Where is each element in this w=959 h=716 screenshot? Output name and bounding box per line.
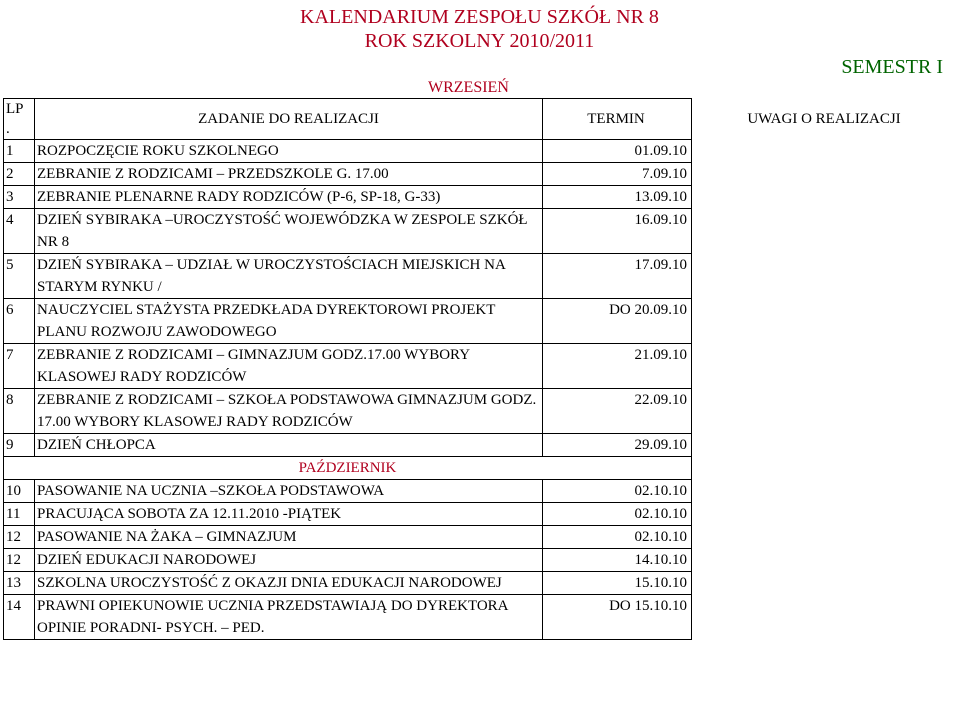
row-number: 9 bbox=[4, 434, 35, 457]
row-notes bbox=[692, 526, 957, 549]
row-notes bbox=[692, 299, 957, 344]
row-term: 22.09.10 bbox=[543, 389, 692, 434]
row-notes bbox=[692, 572, 957, 595]
row-term: 16.09.10 bbox=[543, 209, 692, 254]
september-rows bbox=[4, 140, 957, 457]
table-row bbox=[4, 503, 957, 526]
row-number: 7 bbox=[4, 344, 35, 389]
row-task: ZEBRANIE Z RODZICAMI – GIMNAZJUM GODZ.17.00 WYBORY KLASOWEJ RADY RODZICÓW bbox=[35, 344, 543, 389]
column-header-lp: LP . bbox=[4, 99, 35, 140]
row-task: PASOWANIE NA UCZNIA –SZKOŁA PODSTAWOWA bbox=[35, 480, 543, 503]
row-term: DO 15.10.10 bbox=[543, 595, 692, 640]
row-number: 6 bbox=[4, 299, 35, 344]
table-row bbox=[4, 480, 957, 503]
table-row bbox=[4, 526, 957, 549]
table-row bbox=[4, 389, 957, 434]
row-term: 29.09.10 bbox=[543, 434, 692, 457]
row-task: DZIEŃ CHŁOPCA bbox=[35, 434, 543, 457]
row-task: DZIEŃ SYBIRAKA –UROCZYSTOŚĆ WOJEWÓDZKA W ZESPOLE SZKÓŁ NR 8 bbox=[35, 209, 543, 254]
row-notes bbox=[692, 389, 957, 434]
column-header-notes: UWAGI O REALIZACJI bbox=[692, 99, 957, 140]
row-term: 02.10.10 bbox=[543, 526, 692, 549]
table-row bbox=[4, 549, 957, 572]
row-number: 3 bbox=[4, 186, 35, 209]
row-number: 14 bbox=[4, 595, 35, 640]
column-header-term: TERMIN bbox=[543, 99, 692, 140]
calendar-table bbox=[3, 98, 956, 640]
row-term: 01.09.10 bbox=[543, 140, 692, 163]
row-term: 15.10.10 bbox=[543, 572, 692, 595]
row-number: 8 bbox=[4, 389, 35, 434]
row-number: 12 bbox=[4, 549, 35, 572]
row-notes bbox=[692, 480, 957, 503]
title-line-1: KALENDARIUM ZESPOŁU SZKÓŁ NR 8 bbox=[300, 6, 659, 28]
row-number: 2 bbox=[4, 163, 35, 186]
row-notes bbox=[692, 503, 957, 526]
row-notes bbox=[692, 549, 957, 572]
row-notes bbox=[692, 163, 957, 186]
row-number: 4 bbox=[4, 209, 35, 254]
table-row bbox=[4, 140, 957, 163]
row-number: 5 bbox=[4, 254, 35, 299]
table-row bbox=[4, 299, 957, 344]
semester-label: SEMESTR I bbox=[841, 56, 943, 78]
row-notes bbox=[692, 434, 957, 457]
row-task: PASOWANIE NA ŻAKA – GIMNAZJUM bbox=[35, 526, 543, 549]
row-term: 7.09.10 bbox=[543, 163, 692, 186]
table-row bbox=[4, 209, 957, 254]
row-term: 13.09.10 bbox=[543, 186, 692, 209]
row-task: PRACUJĄCA SOBOTA ZA 12.11.2010 -PIĄTEK bbox=[35, 503, 543, 526]
table-row bbox=[4, 595, 957, 640]
row-task: ZEBRANIE Z RODZICAMI – SZKOŁA PODSTAWOWA GIMNAZJUM GODZ. 17.00 WYBORY KLASOWEJ RADY RODZICÓW bbox=[35, 389, 543, 434]
row-term: 02.10.10 bbox=[543, 503, 692, 526]
document-title bbox=[0, 6, 959, 28]
row-task: ZEBRANIE PLENARNE RADY RODZICÓW (P-6, SP-18, G-33) bbox=[35, 186, 543, 209]
row-task: DZIEŃ SYBIRAKA – UDZIAŁ W UROCZYSTOŚCIACH MIEJSKICH NA STARYM RYNKU / bbox=[35, 254, 543, 299]
table-row bbox=[4, 163, 957, 186]
row-number: 1 bbox=[4, 140, 35, 163]
row-term: 14.10.10 bbox=[543, 549, 692, 572]
row-notes bbox=[692, 254, 957, 299]
document-subtitle bbox=[0, 30, 959, 52]
row-task: SZKOLNA UROCZYSTOŚĆ Z OKAZJI DNIA EDUKACJI NARODOWEJ bbox=[35, 572, 543, 595]
table-row bbox=[4, 572, 957, 595]
table-row bbox=[4, 434, 957, 457]
row-term: 02.10.10 bbox=[543, 480, 692, 503]
row-notes bbox=[692, 140, 957, 163]
table-row bbox=[4, 254, 957, 299]
row-notes bbox=[692, 595, 957, 640]
month-september: WRZESIEŃ bbox=[428, 79, 509, 96]
row-task: PRAWNI OPIEKUNOWIE UCZNIA PRZEDSTAWIAJĄ DO DYREKTORA OPINIE PORADNI- PSYCH. – PED. bbox=[35, 595, 543, 640]
month-october: PAŹDZIERNIK bbox=[4, 457, 692, 480]
row-number: 12 bbox=[4, 526, 35, 549]
row-number: 10 bbox=[4, 480, 35, 503]
row-notes bbox=[692, 344, 957, 389]
row-task: DZIEŃ EDUKACJI NARODOWEJ bbox=[35, 549, 543, 572]
row-notes bbox=[692, 186, 957, 209]
title-line-2: ROK SZKOLNY 2010/2011 bbox=[364, 30, 595, 52]
row-term: 21.09.10 bbox=[543, 344, 692, 389]
row-number: 11 bbox=[4, 503, 35, 526]
table-row bbox=[4, 344, 957, 389]
row-notes bbox=[692, 209, 957, 254]
table-header-row bbox=[4, 99, 957, 140]
row-task: ZEBRANIE Z RODZICAMI – PRZEDSZKOLE G. 17.00 bbox=[35, 163, 543, 186]
row-term: 17.09.10 bbox=[543, 254, 692, 299]
row-task: NAUCZYCIEL STAŻYSTA PRZEDKŁADA DYREKTOROWI PROJEKT PLANU ROZWOJU ZAWODOWEGO bbox=[35, 299, 543, 344]
row-task: ROZPOCZĘCIE ROKU SZKOLNEGO bbox=[35, 140, 543, 163]
row-term: DO 20.09.10 bbox=[543, 299, 692, 344]
month-row-october bbox=[4, 457, 957, 480]
row-number: 13 bbox=[4, 572, 35, 595]
october-rows bbox=[4, 480, 957, 640]
table-row bbox=[4, 186, 957, 209]
column-header-task: ZADANIE DO REALIZACJI bbox=[35, 99, 543, 140]
